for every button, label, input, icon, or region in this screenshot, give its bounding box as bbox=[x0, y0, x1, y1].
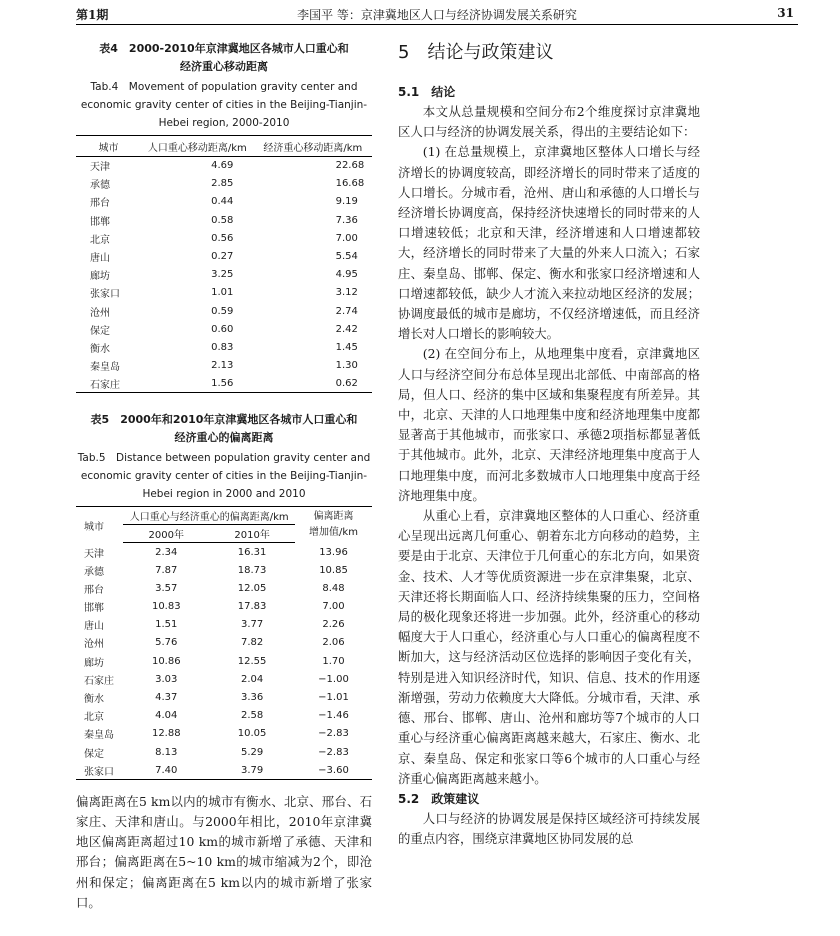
table-cell: 22.68 bbox=[335, 160, 365, 172]
table5-caption-en: Tab.5 Distance between population gravity center and economic gravity center of cities in the Beijing-Tianjin- Hebei region in 2000 and 2010 bbox=[77, 452, 371, 501]
table-cell: 7.87 bbox=[155, 564, 178, 576]
table-cell: 2.06 bbox=[322, 637, 345, 649]
table-cell: 天津 bbox=[90, 162, 110, 174]
table-cell: 0.44 bbox=[211, 196, 234, 208]
col-header: 2000年 bbox=[123, 525, 209, 543]
table-cell: 2.13 bbox=[211, 360, 234, 372]
table-row bbox=[76, 193, 372, 211]
table-cell: 2.04 bbox=[240, 673, 264, 685]
table-cell: 张家口 bbox=[84, 766, 114, 778]
table-cell: 2.34 bbox=[155, 546, 178, 558]
table-row bbox=[76, 375, 372, 393]
body-paragraph: 偏离距离在5 km以内的城市有衡水、北京、邢台、石家庄、天津和唐山。与2000年相比，2010年京津冀地区偏离距离超过10 km的城市新增了承德、天津和邢台；偏离距离在5~10 km的城市缩减为2个，即沧州和保定；偏离距离在5 km以内的城市新增了张家口。 bbox=[76, 793, 372, 910]
table-cell: 7.36 bbox=[335, 214, 358, 226]
table-cell: 12.05 bbox=[237, 582, 267, 594]
table-cell: 5.76 bbox=[155, 637, 178, 649]
col-header: 城市 bbox=[84, 521, 104, 533]
table-cell: 10.83 bbox=[151, 601, 181, 613]
table-cell: 0.58 bbox=[211, 214, 234, 226]
table-row bbox=[76, 652, 372, 670]
table-cell: 3.36 bbox=[240, 692, 264, 704]
table-cell: 3.57 bbox=[155, 582, 178, 594]
table-cell: 12.88 bbox=[151, 728, 181, 740]
table-cell: 承德 bbox=[90, 180, 110, 192]
table-cell: 7.00 bbox=[335, 232, 358, 244]
table-row bbox=[76, 357, 372, 375]
left-column bbox=[76, 40, 372, 913]
running-title: 李国平 等：京津冀地区人口与经济协调发展关系研究 bbox=[297, 8, 577, 22]
table-cell: 8.48 bbox=[322, 582, 345, 594]
body-paragraph: (1) 在总量规模上，京津冀地区整体人口增长与经济增长的协调度较高，即经济增长的同时带来了适度的人口增长。分城市看，沧州、唐山和承德的人口增长与经济增长协调度高，保持经济快速增长的同时带来的人口增速较低；北京和天津，经济增速和人口增速都较大，经济增长的同时带来了大量的外来人口流入；石家庄、秦皇岛、邯郸、保定、衡水和张家口经济增速和人口增速都较低，缺少人才流入来拉动地区经济的发展；协调度最低的城市是廊坊，不仅经济增速低，而且经济增长对人口增长的影响较大。 bbox=[398, 144, 700, 342]
table-cell: 秦皇岛 bbox=[90, 362, 120, 374]
table-cell: 12.55 bbox=[237, 655, 267, 667]
table-cell: 邯郸 bbox=[84, 603, 104, 615]
table-cell: 1.56 bbox=[211, 378, 234, 390]
table-cell: −1.00 bbox=[318, 673, 349, 685]
col-header: 2010年 bbox=[209, 525, 295, 543]
table4 bbox=[76, 135, 372, 393]
col-group-header: 人口重心与经济重心的偏离距离/km bbox=[123, 507, 295, 525]
table-cell: 衡水 bbox=[84, 694, 104, 706]
table-row bbox=[76, 634, 372, 652]
subsection-heading: 5.2 政策建议 bbox=[398, 791, 480, 806]
table-cell: 4.04 bbox=[155, 710, 178, 722]
table-cell: 7.40 bbox=[155, 764, 178, 776]
table-row bbox=[76, 598, 372, 616]
table-cell: 北京 bbox=[90, 234, 110, 246]
table-row bbox=[76, 157, 372, 175]
col-header: 经济重心移动距离/km bbox=[254, 136, 372, 157]
table-cell: 2.74 bbox=[335, 305, 358, 317]
table-cell: 天津 bbox=[84, 548, 104, 560]
table-cell: 邢台 bbox=[84, 584, 104, 596]
table5-caption-cn: 表5 2000年和2010年京津冀地区各城市人口重心和 经济重心的偏离距离 bbox=[90, 413, 358, 445]
table-cell: 邯郸 bbox=[90, 216, 110, 228]
table-cell: 17.83 bbox=[237, 601, 267, 613]
table-cell: −2.83 bbox=[318, 728, 349, 740]
body-paragraph: 从重心上看，京津冀地区整体的人口重心、经济重心呈现出远离几何重心、朝着东北方向移动的趋势，主要是由于北京、天津位于几何重心的东北方向，如果资金、技术、人才等优质资源进一步在京津集聚，北京、天津还将长期面临人口、经济持续集聚的压力，空间格局的极化现象还将进一步加强。此外，经济重心的移动幅度大于人口重心，经济重心与人口重心的偏离程度不断加大，这与经济活动区位选择的影响因子变化有关，特别是进入知识经济时代，知识、信息、技术的作用逐渐增强，劳动力依赖度大大降低。分城市看，天津、承德、邢台、邯郸、唐山、沧州和廊坊等7个城市的人口重心与经济重心偏离距离越来越大，石家庄、衡水、北京、秦皇岛、保定和张家口等6个城市的人口重心与经济重心偏离距离越来越小。 bbox=[398, 508, 700, 786]
col-header: 城市 bbox=[76, 136, 141, 157]
section-heading: 5 结论与政策建议 bbox=[398, 42, 554, 63]
table-cell: 3.03 bbox=[155, 673, 178, 685]
table-row bbox=[76, 338, 372, 356]
table5 bbox=[76, 506, 372, 779]
page-number: 31 bbox=[777, 6, 794, 20]
table-cell: 4.95 bbox=[335, 269, 358, 281]
table-cell: 秦皇岛 bbox=[84, 730, 114, 742]
table-cell: 0.27 bbox=[211, 251, 234, 263]
table-cell: 石家庄 bbox=[84, 675, 114, 687]
table-cell: 石家庄 bbox=[90, 380, 120, 392]
table-row bbox=[76, 616, 372, 634]
table-cell: −2.83 bbox=[318, 746, 349, 758]
table-cell: 4.37 bbox=[155, 692, 178, 704]
table-cell: 7.82 bbox=[240, 637, 264, 649]
table-row bbox=[76, 688, 372, 706]
table-row bbox=[76, 229, 372, 247]
table-row bbox=[76, 302, 372, 320]
table-cell: 13.96 bbox=[319, 546, 348, 558]
table-cell: 8.13 bbox=[155, 746, 178, 758]
col-header: 人口重心移动距离/km bbox=[141, 136, 253, 157]
table-row bbox=[76, 579, 372, 597]
table-cell: 保定 bbox=[84, 748, 104, 760]
table-cell: 1.45 bbox=[335, 341, 358, 353]
table-cell: −1.01 bbox=[318, 692, 349, 704]
table-row bbox=[76, 320, 372, 338]
table-row bbox=[76, 670, 372, 688]
table4-caption-cn: 表4 2000-2010年京津冀地区各城市人口重心和 经济重心移动距离 bbox=[99, 42, 349, 73]
table-cell: 4.69 bbox=[211, 160, 234, 172]
table-cell: 唐山 bbox=[84, 621, 104, 633]
table-cell: 邢台 bbox=[90, 198, 110, 210]
table-cell: 0.56 bbox=[211, 232, 234, 244]
body-paragraph: 本文从总量规模和空间分布2个维度探讨京津冀地区人口与经济的协调发展关系，得出的主要结论如下： bbox=[398, 104, 700, 140]
table-cell: 2.26 bbox=[322, 619, 345, 631]
col-header: 偏离距离 增加值/km bbox=[309, 511, 358, 539]
table-cell: 7.00 bbox=[322, 601, 345, 613]
table-cell: 5.54 bbox=[335, 251, 358, 263]
table-cell: 5.29 bbox=[240, 746, 264, 758]
table-cell: 0.59 bbox=[211, 305, 234, 317]
table-row bbox=[76, 247, 372, 265]
table-row bbox=[76, 284, 372, 302]
right-column bbox=[398, 40, 700, 849]
table-row bbox=[76, 761, 372, 779]
table-cell: 唐山 bbox=[90, 253, 110, 265]
table-cell: 2.85 bbox=[211, 178, 234, 190]
table-cell: −3.60 bbox=[318, 764, 349, 776]
table-row bbox=[76, 266, 372, 284]
body-paragraph: 人口与经济的协调发展是保持区域经济可持续发展的重点内容，围绕京津冀地区协同发展的总 bbox=[398, 810, 700, 847]
table-cell: 承德 bbox=[84, 566, 104, 578]
table-header-row bbox=[76, 507, 372, 525]
table-cell: 3.77 bbox=[240, 619, 264, 631]
issue-number: 第1期 bbox=[76, 8, 109, 22]
table-cell: 1.51 bbox=[155, 619, 178, 631]
table-row bbox=[76, 561, 372, 579]
subsection-heading: 5.1 结论 bbox=[398, 85, 456, 99]
table-row bbox=[76, 725, 372, 743]
table-cell: 0.60 bbox=[211, 323, 234, 335]
table-cell: 廊坊 bbox=[84, 657, 104, 669]
table-cell: 衡水 bbox=[90, 343, 110, 355]
running-header bbox=[76, 3, 798, 25]
body-paragraph: (2) 在空间分布上，从地理集中度看，京津冀地区人口与经济空间分布总体呈现出北部低、中南部高的格局，但人口、经济的集中区域和集聚程度有所差异。其中，北京、天津的人口地理集中度和经济地理集中度都显著高于其他城市，而张家口、承德2项指标都显著低于其他城市。此外，北京、天津经济地理集中度高于人口地理集中度，而河北多数城市人口地理集中度高于经济地理集中度。 bbox=[398, 346, 700, 503]
table-cell: 保定 bbox=[90, 325, 110, 337]
table-cell: 2.42 bbox=[335, 323, 358, 335]
table-cell: −1.46 bbox=[318, 710, 349, 722]
table-cell: 3.25 bbox=[211, 269, 234, 281]
table-row bbox=[76, 543, 372, 561]
table-row bbox=[76, 175, 372, 193]
table-cell: 9.19 bbox=[335, 196, 358, 208]
table-header-row bbox=[76, 136, 372, 157]
table-cell: 沧州 bbox=[84, 639, 104, 651]
table-cell: 张家口 bbox=[90, 289, 120, 301]
table-row bbox=[76, 707, 372, 725]
table4-caption-en: Tab.4 Movement of population gravity center and economic gravity center of cities in the Beijing-Tianjin- Hebei region, 2000-2010 bbox=[80, 81, 368, 129]
table-cell: 3.79 bbox=[240, 764, 264, 776]
table-cell: 18.73 bbox=[237, 564, 267, 576]
table-row bbox=[76, 743, 372, 761]
table-row bbox=[76, 211, 372, 229]
table-cell: 2.58 bbox=[240, 710, 264, 722]
table-cell: 北京 bbox=[84, 712, 104, 724]
table-cell: 0.62 bbox=[335, 378, 358, 390]
table-cell: 10.05 bbox=[237, 728, 267, 740]
table-cell: 10.85 bbox=[319, 564, 348, 576]
table-cell: 1.01 bbox=[211, 287, 234, 299]
table-cell: 16.68 bbox=[335, 178, 365, 190]
table-cell: 1.70 bbox=[322, 655, 345, 667]
table-cell: 10.86 bbox=[151, 655, 181, 667]
table-cell: 沧州 bbox=[90, 307, 110, 319]
table-cell: 0.83 bbox=[211, 341, 234, 353]
table-cell: 16.31 bbox=[237, 546, 267, 558]
table-cell: 1.30 bbox=[335, 360, 358, 372]
table-cell: 3.12 bbox=[335, 287, 358, 299]
table-cell: 廊坊 bbox=[90, 271, 110, 283]
